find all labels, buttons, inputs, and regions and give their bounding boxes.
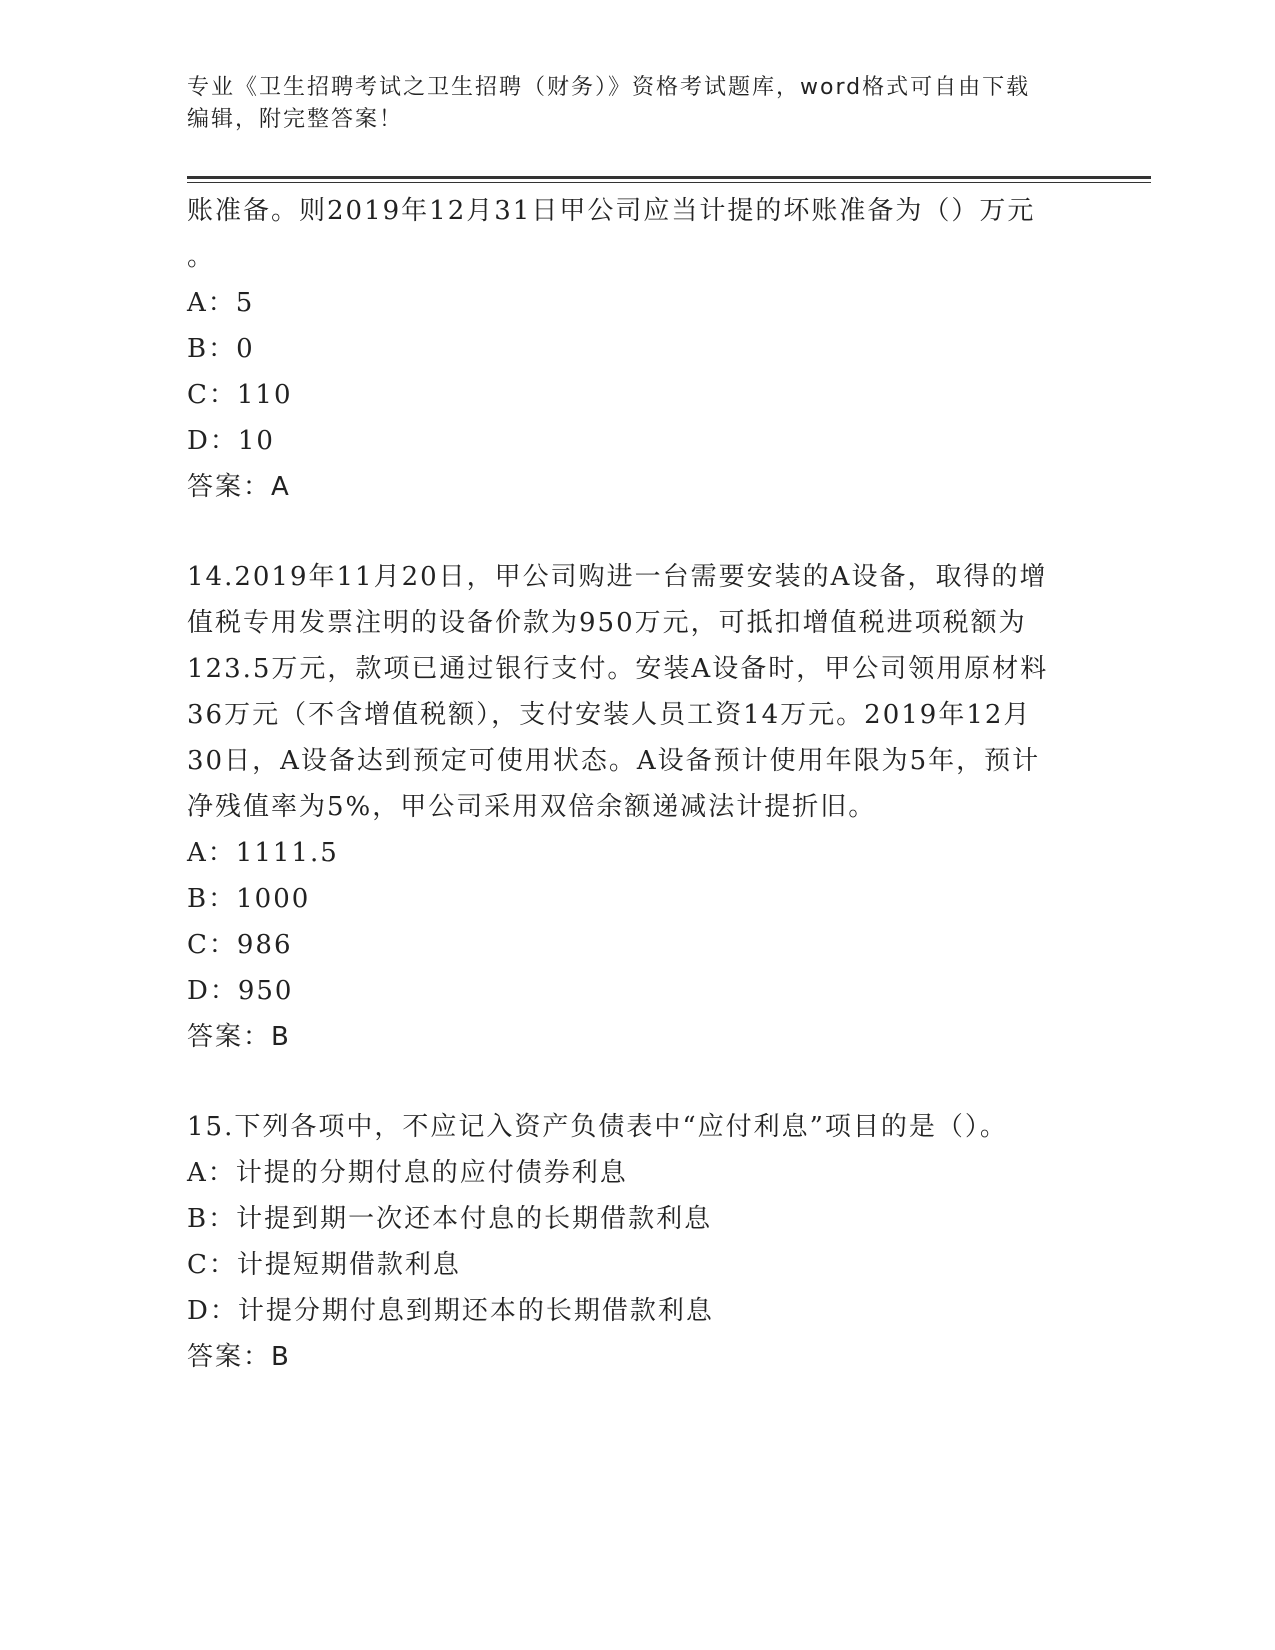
question-14 [187,554,1087,1060]
question-14-option-d: D：950 [187,976,294,1006]
question-13-answer: 答案：A [187,472,291,502]
question-14-text-line-5: 30日，A设备达到预定可使用状态。A设备预计使用年限为5年，预计 [187,746,1041,776]
question-content [187,188,1087,1380]
question-13 [187,188,1087,510]
question-13-option-c: C：110 [187,380,293,410]
question-13-text-line-2: 。 [187,242,216,272]
document-header [187,72,1067,136]
question-13-text-line-1: 账准备。则2019年12月31日甲公司应当计提的坏账准备为（）万元 [187,196,1036,226]
question-14-text-line-1: 14.2019年11月20日，甲公司购进一台需要安装的A设备，取得的增 [187,562,1048,592]
header-divider-thick [187,176,1151,179]
header-line-1: 专业《卫生招聘考试之卫生招聘（财务）》资格考试题库，word格式可自由下载 [187,75,1031,100]
question-15 [187,1104,1087,1380]
question-14-option-b: B：1000 [187,884,311,914]
question-spacer [187,1060,1087,1104]
question-14-option-a: A：1111.5 [187,838,339,868]
header-divider-thin [187,182,1151,183]
question-13-option-d: D：10 [187,426,275,456]
question-15-option-c: C：计提短期借款利息 [187,1250,461,1280]
question-14-text-line-6: 净残值率为5%，甲公司采用双倍余额递减法计提折旧。 [187,792,877,822]
question-13-option-b: B：0 [187,334,255,364]
question-14-text-line-2: 值税专用发票注明的设备价款为950万元，可抵扣增值税进项税额为 [187,608,1027,638]
question-13-option-a: A：5 [187,288,255,318]
question-15-option-a: A：计提的分期付息的应付债券利息 [187,1158,628,1188]
question-spacer [187,510,1087,554]
question-14-answer: 答案：B [187,1022,291,1052]
question-14-text-line-3: 123.5万元，款项已通过银行支付。安装A设备时，甲公司领用原材料 [187,654,1049,684]
header-line-2: 编辑，附完整答案！ [187,107,404,132]
question-15-option-b: B：计提到期一次还本付息的长期借款利息 [187,1204,713,1234]
question-14-option-c: C：986 [187,930,293,960]
question-15-option-d: D：计提分期付息到期还本的长期借款利息 [187,1296,714,1326]
question-14-text-line-4: 36万元（不含增值税额），支付安装人员工资14万元。2019年12月 [187,700,1032,730]
question-15-answer: 答案：B [187,1342,291,1372]
question-15-text: 15.下列各项中，不应记入资产负债表中“应付利息”项目的是（）。 [187,1112,1008,1142]
